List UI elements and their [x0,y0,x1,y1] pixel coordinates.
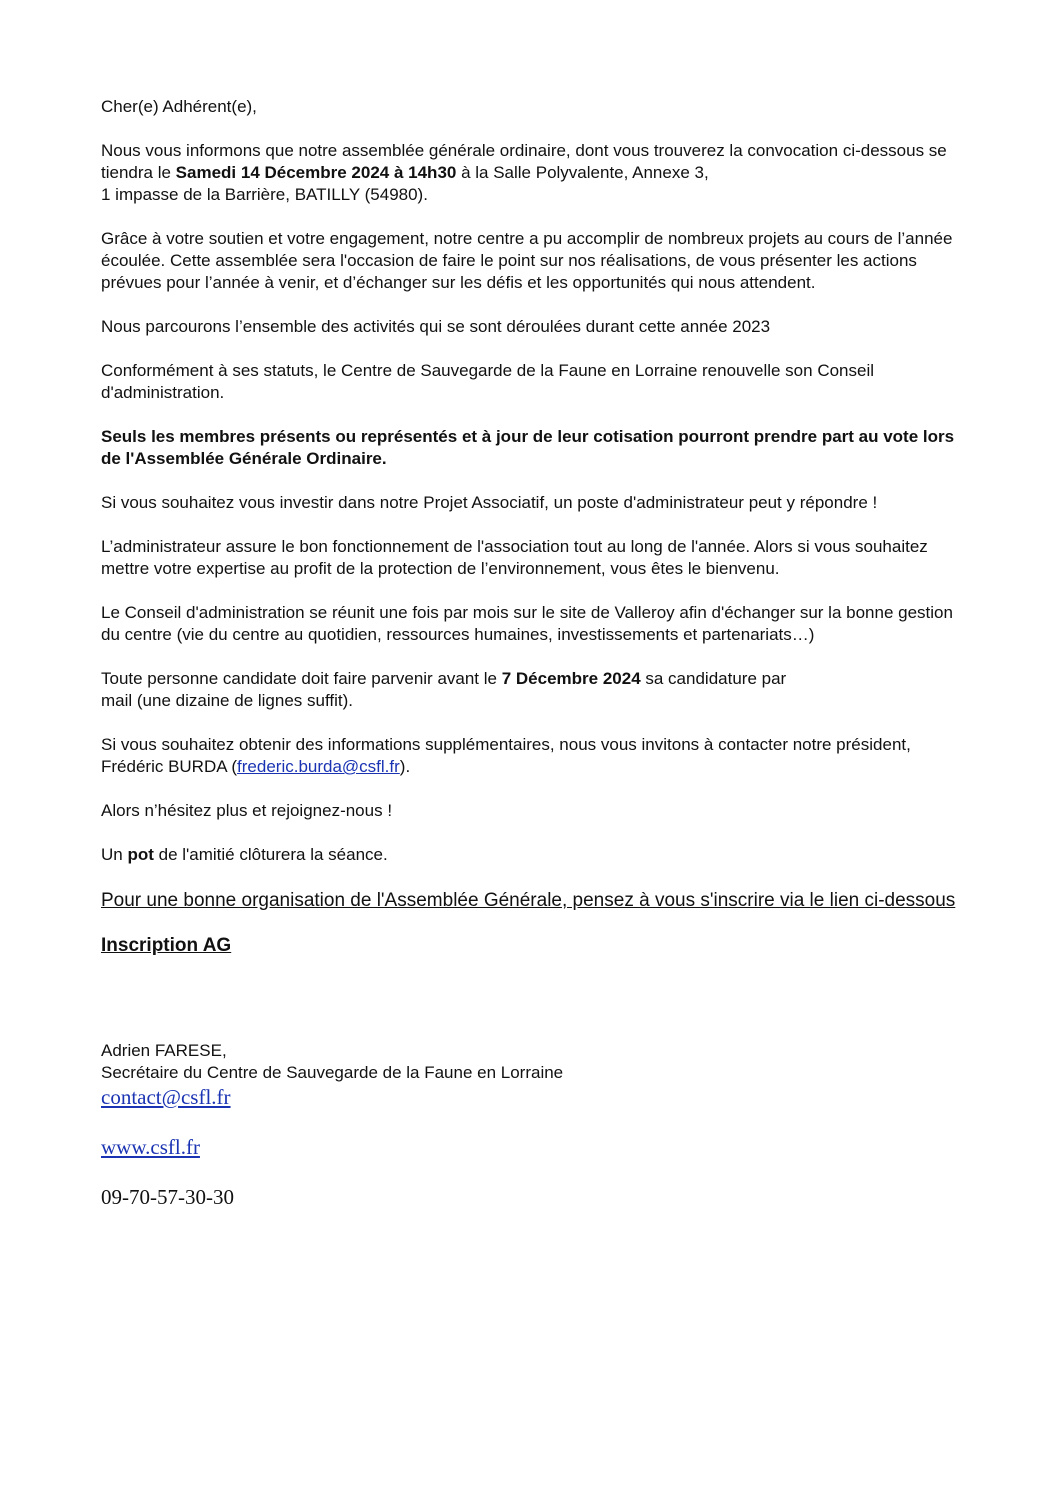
paragraph-activities: Nous parcourons l’ensemble des activités qui se sont déroulées durant cette année 2023 [101,317,771,336]
paragraph-statutes: Conformément à ses statuts, le Centre de Sauvegarde de la Faune en Lorraine renouvelle son Conseil d'administration. [101,361,875,402]
registration-link[interactable]: Inscription AG [101,935,232,956]
paragraph-drinks [101,844,971,866]
meeting-date: Samedi 14 Décembre 2024 à 14h30 [175,163,457,182]
paragraph-candidacy [101,668,971,712]
paragraph-invest: Si vous souhaitez vous investir dans notre Projet Associatif, un poste d'administrateur peut y répondre ! [101,493,878,512]
registration-note-link[interactable]: Pour une bonne organisation de l'Assemblée Générale, pensez à vous s'inscrire via le lien ci-dessous [101,890,956,911]
drinks-text-end: de l'amitié clôturera la séance. [153,845,388,864]
contact-text-end: ). [399,757,411,776]
paragraph-meeting-info [101,140,971,206]
paragraph-thanks: Grâce à votre soutien et votre engagement, notre centre a pu accomplir de nombreux projets au cours de l’année écoulée. Cette assemblée sera l'occasion de faire le point sur nos réalisations, de vous présenter les actions prévues pour l’année à venir, et d’échanger sur les défis et les opportunités qui nous attendent. [101,229,953,292]
contact-text: Si vous souhaitez obtenir des informations supplémentaires, nous vous invitons à contacter notre président, Frédéric BURDA ( [101,735,911,776]
meeting-address: 1 impasse de la Barrière, BATILLY (54980). [101,185,428,204]
letter-body [101,96,971,1210]
paragraph-council: Le Conseil d'administration se réunit une fois par mois sur le site de Valleroy afin d'échanger sur la bonne gestion du centre (vie du centre au quotidien, ressources humaines, investissements et partenariats…) [101,603,953,644]
signature-name: Adrien FARESE, [101,1041,227,1060]
candidacy-deadline: 7 Décembre 2024 [501,669,641,688]
paragraph-administrator: L’administrateur assure le bon fonctionnement de l'association tout au long de l'année. Alors si vous souhaitez mettre votre expertise au profit de la protection de l’environnement, vous êtes le bienvenu. [101,537,928,578]
meeting-info-text: Nous vous informons que notre assemblée générale ordinaire, dont vous trouverez la convocation ci-dessous se tiendra le [101,141,947,182]
president-email-link[interactable]: frederic.burda@csfl.fr [237,757,400,776]
signature-phone: 09-70-57-30-30 [101,1185,234,1209]
paragraph-contact [101,734,971,778]
salutation: Cher(e) Adhérent(e), [101,97,257,116]
drinks-bold: pot [127,845,154,864]
paragraph-join: Alors n’hésitez plus et rejoignez-nous ! [101,801,393,820]
signature-email-link[interactable]: contact@csfl.fr [101,1085,231,1109]
meeting-location: à la Salle Polyvalente, Annexe 3, [456,163,709,182]
paragraph-voting-rules: Seuls les membres présents ou représentés et à jour de leur cotisation pourront prendre part au vote lors de l'Assemblée Générale Ordinaire. [101,427,955,468]
candidacy-text-2: sa candidature par [640,669,787,688]
signature-title: Secrétaire du Centre de Sauvegarde de la Faune en Lorraine [101,1063,564,1082]
candidacy-text-3: mail (une dizaine de lignes suffit). [101,691,353,710]
drinks-text: Un [101,845,128,864]
candidacy-text: Toute personne candidate doit faire parvenir avant le [101,669,502,688]
signature-website-link[interactable]: www.csfl.fr [101,1135,200,1159]
